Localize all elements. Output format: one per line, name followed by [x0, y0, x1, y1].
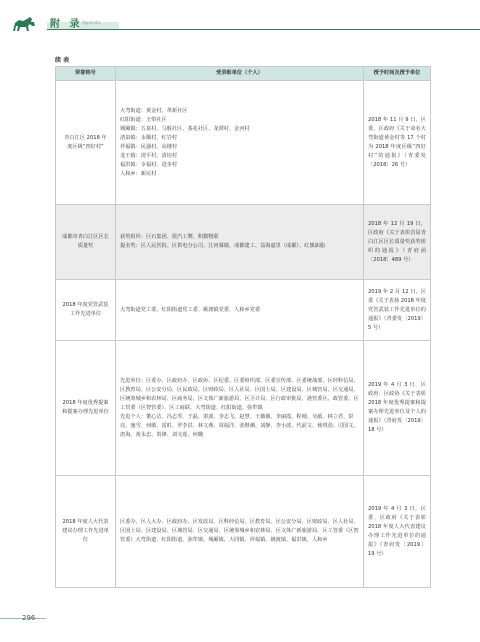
awarded-by-cell: 2018 年 12 月 19 日，区政府《关于表彰首届青白江区区长质量奖获奖组织的通报》（青府函〔2018〕489 号） — [364, 205, 431, 280]
recipients-cell — [116, 341, 364, 476]
awarded-by-cell: 2019 年 4 月 3 日，区政府、区政协《关于表彰 2018 年度优秀提案和提案办理先进单位及个人的通报》（青府发〔2019〕18 号） — [364, 341, 431, 476]
recipients-cell — [116, 81, 364, 205]
recipient-line: 提名奖：区人民医院、区供电分公司、江河幕墙、成都建工、益海嘉里（成都）、红旗油脂 — [120, 243, 325, 249]
header-awarded-by: 授予时间及授予单位 — [364, 67, 431, 81]
recipient-line: 祥福镇：民强村、高楼村 — [120, 143, 178, 150]
recipient-line: 清泉镇：永顺村、红岩村 — [120, 134, 178, 141]
awarded-by-cell: 2019 年 2 月 12 日，区委《关于表扬 2018 年度党管武装工作先进单位的通报》（青委发〔2019〕5 号） — [364, 280, 431, 341]
honor-title-cell: 2018 年度党管武装工作先进单位 — [56, 280, 116, 341]
recipient-line: 城厢镇：五泉村、马般社区、茶花社区、龙潭村、金河村 — [120, 125, 250, 132]
header-honor-title: 荣誉称号 — [56, 67, 116, 81]
recipient-line: 大弯街道：黄金村、革新社区 — [120, 107, 188, 114]
recipients-cell — [116, 476, 364, 588]
honor-title-cell: 成都市青白江区区长质量奖 — [56, 205, 116, 280]
table-row — [56, 341, 431, 476]
awarded-by-cell: 2019 年 4 月 3 日，区委、区政府《关于表彰 2018 年度人大代表建议办理工作先进单位的通报》（青府发〔2019〕19 号） — [364, 476, 431, 588]
recipient-line: 先进单位：区委办、区政府办、区政协、区纪委、区委组织部、区委宣传部、区委统战部、区经科信局、区教育局、区公安分局、区民政局、区财政局、区人社局、区国土局、区建设局、区城管局、区交通局、区统筹城乡和农林局、区商务局、区文体广新旅游局、区卫计局、区行政审批局、港管委区、政管委、区工管委（区智管委）、区工商联、大弯街道、红阳街道、弥牟镇 — [120, 377, 359, 411]
page-number: 296 — [22, 614, 36, 622]
table-row — [56, 81, 431, 205]
recipient-line: 先进个人：董心洁、冯志琴、于磊、谌波、李志飞、赵慧、王薇薇、李丽霞、程刚、吴敏、林立君、彭亮、施雪、何敏、雷虹、罗李洪、林文燕、周福洋、张继潮、刘静、李小波、代前文、杨琪劲、司国文、唐海、黄永忠、贺锋、刘文莲、何璐 — [120, 413, 359, 438]
table-header-row — [56, 67, 431, 81]
chapter-title: 附 录 — [50, 19, 83, 30]
recipient-line: 福洪镇：幸福村、进步村 — [120, 161, 178, 168]
recipients-cell — [116, 280, 364, 341]
recipient-line: 人和乡：新民村 — [120, 170, 157, 177]
honor-title-cell: 2018 年度优秀提案和提案办理先进单位 — [56, 341, 116, 476]
recipients-cell — [116, 205, 364, 280]
recipient-line: 红阳街道：玉带社区 — [120, 116, 167, 123]
recipient-line: 大弯街道党工委、红阳街道党工委、姚渡镇党委、人和乡党委 — [120, 306, 261, 313]
table-row — [56, 205, 431, 280]
header-recipients: 受表彰单位（个人） — [116, 67, 364, 81]
recipient-line: 区委办、区人大办、区政府办、区发改局、区科经信局、区教育局、区公安分局、区财政局、区人社局、区国土局、区建设局、区城管局、区交通局、区统筹城乡和农林局、区文体广新旅游局、区工管委（区智管委）大弯街道、红阳街道、弥牟镇、城厢镇、大同镇、祥福镇、姚渡镇、福洪镇、人和乡 — [120, 519, 359, 543]
honor-title-cell: 2018 年度人大代表建议办理工作先进单位 — [56, 476, 116, 588]
awarded-by-cell: 2018 年 11 月 9 日，区委、区政府《关于命名大弯街道黄金村等 17 个村为 2018 年度区级“四好村”的通报》（青委发〔2018〕26 号） — [364, 81, 431, 205]
horse-logo-icon — [10, 14, 40, 34]
table-row — [56, 280, 431, 341]
recipient-line: 获奖组织：巨石集团、震汽工牌、积微物联 — [120, 234, 219, 240]
chapter-subtitle: Appendix — [82, 20, 101, 25]
section-title: 续 表 — [55, 57, 70, 64]
header-rule — [47, 29, 480, 30]
honor-title-cell: 青白江区 2018 年度区级“四好村” — [56, 81, 116, 205]
table-row — [56, 476, 431, 588]
recipient-line: 龙王镇：清平村、清坊村 — [120, 152, 178, 159]
page-header — [0, 0, 480, 40]
honors-table — [55, 66, 431, 588]
